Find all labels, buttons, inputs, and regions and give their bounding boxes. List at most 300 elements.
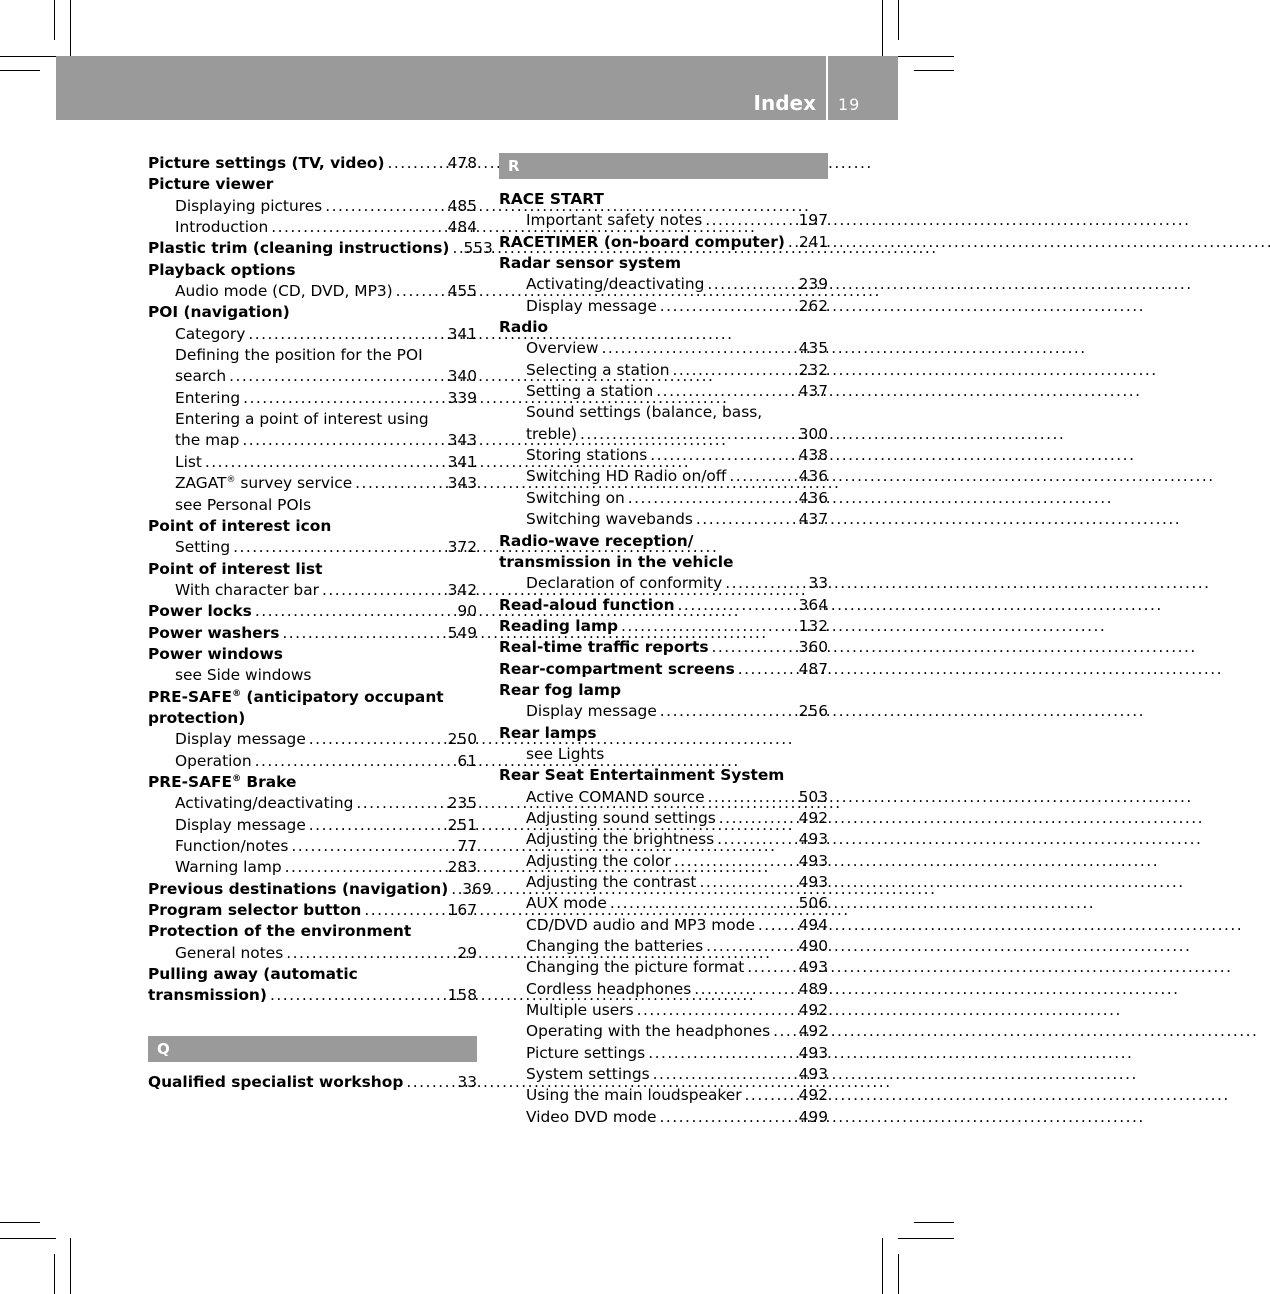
index-entry xyxy=(499,595,828,616)
leader-dots xyxy=(717,829,795,850)
index-subentry xyxy=(499,851,828,872)
entry-term xyxy=(175,751,252,772)
entry-term xyxy=(526,1043,645,1064)
entry-term-text: CD/DVD audio and MP3 mode xyxy=(526,915,755,934)
entry-term-text: Power washers xyxy=(148,623,280,642)
index-entry xyxy=(499,253,828,274)
entry-term-text: Display message xyxy=(175,730,306,749)
index-subentry xyxy=(148,324,477,345)
entry-term-text: Qualified specialist workshop xyxy=(148,1072,404,1091)
entry-term-text: PRE-SAFE xyxy=(148,687,233,706)
index-subentry xyxy=(499,210,828,231)
crop-mark xyxy=(54,0,55,40)
index-subentry xyxy=(148,665,477,686)
index-subentry xyxy=(148,217,477,238)
crop-mark xyxy=(898,1238,954,1239)
section-letter-header: R xyxy=(499,153,828,179)
page-reference: 492 xyxy=(798,808,828,827)
leader-dots xyxy=(621,616,796,637)
entry-term-text: Radio-wave reception/ xyxy=(499,531,694,550)
entry-term xyxy=(526,936,703,957)
index-entry xyxy=(499,232,828,253)
page-number: 19 xyxy=(838,95,861,114)
entry-term xyxy=(148,985,267,1006)
page-reference: 197 xyxy=(798,211,828,230)
entry-term xyxy=(526,1064,650,1085)
leader-dots xyxy=(719,808,796,829)
page-reference: 343 xyxy=(447,474,477,493)
entry-term xyxy=(148,516,331,537)
entry-term xyxy=(526,915,755,936)
entry-term-text: survey service xyxy=(235,474,353,493)
page-reference: 343 xyxy=(447,431,477,450)
page-reference: 235 xyxy=(447,794,477,813)
entry-term xyxy=(526,573,722,594)
page-reference: 437 xyxy=(798,510,828,529)
entry-term-text: Radar sensor system xyxy=(499,254,682,273)
entry-term-text: Previous destinations (navigation) xyxy=(148,879,449,898)
page-reference: 61 xyxy=(457,751,477,770)
index-subentry xyxy=(499,1000,828,1021)
entry-term-text: RACE START xyxy=(499,190,604,208)
page-reference: 77 xyxy=(457,837,477,855)
leader-dots xyxy=(580,424,796,445)
entry-term-text: Display message xyxy=(175,815,306,834)
leader-dots xyxy=(396,281,445,302)
leader-dots xyxy=(271,217,444,238)
leader-dots xyxy=(747,957,795,978)
index-subentry xyxy=(499,979,828,1000)
index-subentry xyxy=(148,537,477,558)
index-subentry xyxy=(499,402,828,423)
entry-term xyxy=(175,430,239,451)
index-entry xyxy=(499,317,828,338)
entry-term xyxy=(148,559,322,580)
leader-dots xyxy=(674,851,796,872)
section-letter-header: Q xyxy=(148,1036,477,1062)
index-subentry xyxy=(499,936,828,957)
entry-term xyxy=(526,381,653,402)
entry-term-text: transmission) xyxy=(148,986,267,1005)
page-reference: 436 xyxy=(798,467,828,486)
page-reference: 167 xyxy=(447,901,477,920)
leader-dots xyxy=(678,595,796,616)
crop-mark xyxy=(0,1222,40,1223)
page-reference: 484 xyxy=(447,218,477,237)
leader-dots xyxy=(660,1107,796,1128)
leader-dots xyxy=(610,893,796,914)
leader-dots xyxy=(712,637,796,658)
leader-dots xyxy=(696,509,796,530)
entry-term xyxy=(526,957,744,978)
entry-term xyxy=(175,580,319,601)
index-entry xyxy=(148,260,477,281)
leader-dots xyxy=(229,366,444,387)
index-subentry xyxy=(148,729,477,750)
page-reference: 490 xyxy=(798,937,828,956)
page-title: Index xyxy=(753,91,816,115)
leader-dots xyxy=(356,793,444,814)
index-subentry xyxy=(499,509,828,530)
page-reference: 33 xyxy=(457,1072,477,1091)
entry-term-text: Display message xyxy=(526,296,657,315)
entry-term-text: Setting xyxy=(175,538,231,557)
index-entry xyxy=(148,238,493,259)
entry-term-text: Read-aloud function xyxy=(499,595,675,614)
index-entry xyxy=(148,921,477,942)
entry-term-text: Storing stations xyxy=(526,446,648,465)
leader-dots xyxy=(653,1064,796,1085)
entry-term-text: Switching on xyxy=(526,488,625,507)
entry-term xyxy=(526,424,577,445)
index-subentry xyxy=(499,829,828,850)
index-subentry xyxy=(499,274,828,295)
index-entry xyxy=(148,772,477,793)
entry-term-text: Point of interest list xyxy=(148,559,323,578)
leader-dots xyxy=(255,751,452,772)
entry-term-text: transmission in the vehicle xyxy=(499,552,734,571)
index-subentry xyxy=(499,573,828,594)
page-reference: 493 xyxy=(798,958,828,977)
entry-term-text: Radio xyxy=(499,318,549,337)
index-subentry xyxy=(499,381,828,402)
leader-dots xyxy=(656,381,795,402)
page-reference: 493 xyxy=(798,1043,828,1062)
entry-term-text: Entering xyxy=(175,388,241,407)
entry-term-text: Overview xyxy=(526,339,599,358)
entry-term-text: Point of interest icon xyxy=(148,516,332,535)
page-reference: 132 xyxy=(798,616,828,635)
leader-dots xyxy=(452,238,460,259)
index-entry xyxy=(148,1072,477,1093)
entry-term-text: protection) xyxy=(148,708,246,727)
entry-term xyxy=(175,345,423,366)
index-entry xyxy=(148,302,477,323)
entry-term-text: Using the main loudspeaker xyxy=(526,1086,742,1105)
page-reference: 90 xyxy=(457,602,477,621)
entry-term xyxy=(148,879,448,900)
page-reference: 506 xyxy=(798,894,828,913)
entry-term xyxy=(526,787,705,808)
page-reference: 493 xyxy=(798,830,828,849)
entry-term xyxy=(499,232,785,253)
leader-dots xyxy=(725,573,803,594)
entry-term-text: Category xyxy=(175,324,246,343)
page-reference: 487 xyxy=(798,659,828,678)
entry-term-text: With character bar xyxy=(175,580,319,599)
page-reference: 372 xyxy=(447,538,477,557)
entry-term-text: search xyxy=(175,367,227,386)
crop-mark xyxy=(898,1254,899,1294)
page-reference: 493 xyxy=(798,1065,828,1084)
page-reference: 493 xyxy=(798,851,828,870)
entry-term-text: Audio mode (CD, DVD, MP3) xyxy=(175,282,393,301)
page-reference: 455 xyxy=(447,282,477,301)
entry-term-text: Active COMAND source xyxy=(526,787,705,806)
index-subentry xyxy=(499,893,828,914)
page-reference: 341 xyxy=(447,452,477,471)
page-reference: 493 xyxy=(798,873,828,891)
entry-term-text: Selecting a station xyxy=(526,360,670,379)
entry-term-text: Setting a station xyxy=(526,382,654,401)
entry-term-text: Changing the batteries xyxy=(526,937,704,956)
leader-dots xyxy=(788,232,796,253)
entry-term-text: Rear-compartment screens xyxy=(499,659,735,678)
entry-term xyxy=(175,815,306,836)
entry-term-text: AUX mode xyxy=(526,894,607,913)
index-subentry xyxy=(499,1085,828,1106)
leader-dots xyxy=(601,338,795,359)
index-entry xyxy=(148,964,477,985)
index-subentry xyxy=(499,1021,828,1042)
leader-dots xyxy=(286,943,452,964)
leader-dots xyxy=(322,580,445,601)
index-subentry xyxy=(499,466,828,487)
entry-term xyxy=(148,174,273,195)
entry-term xyxy=(526,1021,770,1042)
entry-term-text: see Lights xyxy=(526,744,605,763)
entry-term-text: Rear lamps xyxy=(499,723,597,742)
page-reference: 435 xyxy=(798,339,828,358)
entry-term xyxy=(526,744,604,765)
leader-dots xyxy=(270,985,445,1006)
entry-term xyxy=(175,281,393,302)
spacer xyxy=(148,1007,477,1036)
leader-dots xyxy=(773,1021,795,1042)
leader-dots xyxy=(205,452,445,473)
crop-mark xyxy=(70,0,71,56)
entry-term xyxy=(175,537,230,558)
index-entry xyxy=(148,644,477,665)
entry-term-text: Switching HD Radio on/off xyxy=(526,467,727,486)
page-reference: 33 xyxy=(808,574,828,593)
index-entry xyxy=(499,723,828,744)
entry-term xyxy=(175,366,226,387)
leader-dots xyxy=(650,445,795,466)
leader-dots xyxy=(660,296,796,317)
leader-dots xyxy=(242,430,444,451)
entry-term xyxy=(526,296,657,317)
entry-term-text: Entering a point of interest using xyxy=(175,410,429,429)
page-reference: 239 xyxy=(798,275,828,294)
entry-term-text: Adjusting sound settings xyxy=(526,808,716,827)
entry-term xyxy=(526,979,691,1000)
entry-term-text: Displaying pictures xyxy=(175,196,323,215)
entry-term-text: Power windows xyxy=(148,644,283,663)
leader-dots xyxy=(309,815,445,836)
entry-term xyxy=(499,595,675,616)
crop-mark xyxy=(882,0,883,56)
index-entry xyxy=(148,900,477,921)
leader-dots xyxy=(355,473,444,494)
page-reference: 549 xyxy=(447,623,477,642)
index-column-left xyxy=(148,153,493,1093)
entry-term-text: POI (navigation) xyxy=(148,303,290,322)
registered-mark: ® xyxy=(232,688,242,699)
page-reference: 283 xyxy=(447,858,477,877)
entry-term-text: Operating with the headphones xyxy=(526,1022,771,1041)
entry-term xyxy=(526,851,671,872)
entry-term xyxy=(148,1072,403,1093)
index-subentry xyxy=(499,338,828,359)
entry-term-text: Activating/deactivating xyxy=(526,275,705,294)
leader-dots xyxy=(672,360,795,381)
leader-dots xyxy=(706,936,795,957)
index-subentry xyxy=(499,445,828,466)
index-subentry xyxy=(148,495,477,516)
page-reference: 492 xyxy=(798,1001,828,1020)
entry-term xyxy=(499,723,597,744)
entry-term-text: General notes xyxy=(175,943,284,962)
page-reference: 503 xyxy=(798,787,828,806)
entry-term-text: Declaration of conformity xyxy=(526,574,723,593)
page-reference: 485 xyxy=(447,196,477,215)
index-entry xyxy=(148,708,477,729)
leader-dots xyxy=(285,857,445,878)
entry-term xyxy=(526,872,696,893)
entry-term-text: Changing the picture format xyxy=(526,958,745,977)
entry-term xyxy=(499,317,548,338)
index-entry xyxy=(148,879,492,900)
entry-term xyxy=(175,857,282,878)
header-divider xyxy=(826,56,828,120)
entry-term xyxy=(148,900,361,921)
leader-dots xyxy=(248,324,444,345)
crop-mark xyxy=(898,56,954,57)
index-subentry xyxy=(148,281,477,302)
leader-dots xyxy=(243,388,444,409)
leader-dots xyxy=(388,153,445,174)
page-reference: 158 xyxy=(447,986,477,1005)
entry-term-text: Function/notes xyxy=(175,837,289,855)
index-entry xyxy=(499,552,828,573)
index-entry xyxy=(499,659,828,680)
entry-term xyxy=(148,623,279,644)
index-subentry xyxy=(148,452,477,473)
index-subentry xyxy=(148,388,477,409)
entry-term-text: Reading lamp xyxy=(499,616,619,635)
index-subentry xyxy=(148,409,477,430)
page-reference: 340 xyxy=(447,367,477,386)
entry-term xyxy=(499,637,709,658)
index-subentry xyxy=(499,915,828,936)
entry-term-text: ZAGAT xyxy=(175,474,227,493)
page-reference: 369 xyxy=(462,879,492,898)
entry-term xyxy=(148,153,385,174)
index-entry xyxy=(148,516,477,537)
entry-term-text: RACETIMER (on-board computer) xyxy=(499,232,785,251)
leader-dots xyxy=(745,1085,796,1106)
entry-term-text: Adjusting the brightness xyxy=(526,830,715,849)
spacer xyxy=(148,1062,477,1072)
index-subentry xyxy=(148,473,477,494)
index-entry xyxy=(499,765,828,786)
entry-term xyxy=(526,893,607,914)
entry-term xyxy=(499,531,693,552)
crop-mark xyxy=(0,56,56,57)
entry-term xyxy=(148,238,449,259)
entry-term-text: Picture viewer xyxy=(148,175,274,194)
leader-dots xyxy=(451,879,459,900)
entry-term xyxy=(175,943,283,964)
leader-dots xyxy=(729,466,795,487)
entry-term-text: Warning lamp xyxy=(175,858,282,877)
entry-term xyxy=(526,210,702,231)
index-subentry xyxy=(499,1043,828,1064)
entry-term-text: see Side windows xyxy=(175,666,312,685)
crop-mark xyxy=(54,1254,55,1294)
index-subentry xyxy=(148,196,477,217)
entry-term xyxy=(526,509,693,530)
entry-term xyxy=(175,495,311,516)
entry-term xyxy=(148,964,358,985)
leader-dots xyxy=(628,488,796,509)
crop-mark xyxy=(914,70,954,71)
entry-term-text: Introduction xyxy=(175,218,269,237)
entry-term xyxy=(499,616,618,637)
index-subentry xyxy=(499,1064,828,1085)
entry-term-text: List xyxy=(175,452,202,471)
leader-dots xyxy=(705,210,795,231)
entry-term xyxy=(175,388,240,409)
index-subentry xyxy=(499,424,828,445)
page-reference: 232 xyxy=(798,360,828,379)
index-entry xyxy=(148,153,477,174)
entry-term xyxy=(526,1000,634,1021)
entry-term-text: Important safety notes xyxy=(526,211,703,230)
entry-term xyxy=(175,665,311,686)
entry-term-text: Pulling away (automatic xyxy=(148,965,358,984)
entry-term xyxy=(526,445,647,466)
entry-term xyxy=(499,189,604,210)
entry-term-text: Defining the position for the POI xyxy=(175,346,423,365)
entry-term xyxy=(499,659,735,680)
page-reference: 553 xyxy=(463,239,493,258)
leader-dots xyxy=(406,1072,452,1093)
leader-dots xyxy=(694,979,795,1000)
registered-mark: ® xyxy=(232,773,242,784)
entry-term-text: Brake xyxy=(241,772,297,791)
entry-term xyxy=(148,260,296,281)
index-entry xyxy=(499,680,828,701)
entry-term-text: Adjusting the color xyxy=(526,851,671,870)
leader-dots xyxy=(325,196,444,217)
entry-term-text: Playback options xyxy=(148,260,296,279)
entry-term xyxy=(148,921,411,942)
entry-term-text: (anticipatory occupant xyxy=(241,687,444,706)
index-subentry xyxy=(148,366,477,387)
leader-dots xyxy=(291,836,452,857)
entry-term-text: System settings xyxy=(526,1065,650,1084)
entry-term-text: Operation xyxy=(175,751,252,770)
index-subentry xyxy=(148,943,477,964)
spacer xyxy=(499,179,828,189)
crop-mark xyxy=(0,70,40,71)
entry-term-text: Protection of the environment xyxy=(148,922,412,941)
index-subentry xyxy=(148,345,477,366)
entry-term xyxy=(175,473,352,494)
leader-dots xyxy=(637,1000,796,1021)
entry-term-text: Switching wavebands xyxy=(526,510,693,529)
page-reference: 437 xyxy=(798,382,828,401)
page-reference: 29 xyxy=(457,943,477,962)
index-entry xyxy=(499,531,828,552)
page-reference: 489 xyxy=(798,979,828,998)
leader-dots xyxy=(660,701,796,722)
page-reference: 499 xyxy=(798,1107,828,1126)
index-subentry xyxy=(499,787,828,808)
index-entry xyxy=(148,559,477,580)
